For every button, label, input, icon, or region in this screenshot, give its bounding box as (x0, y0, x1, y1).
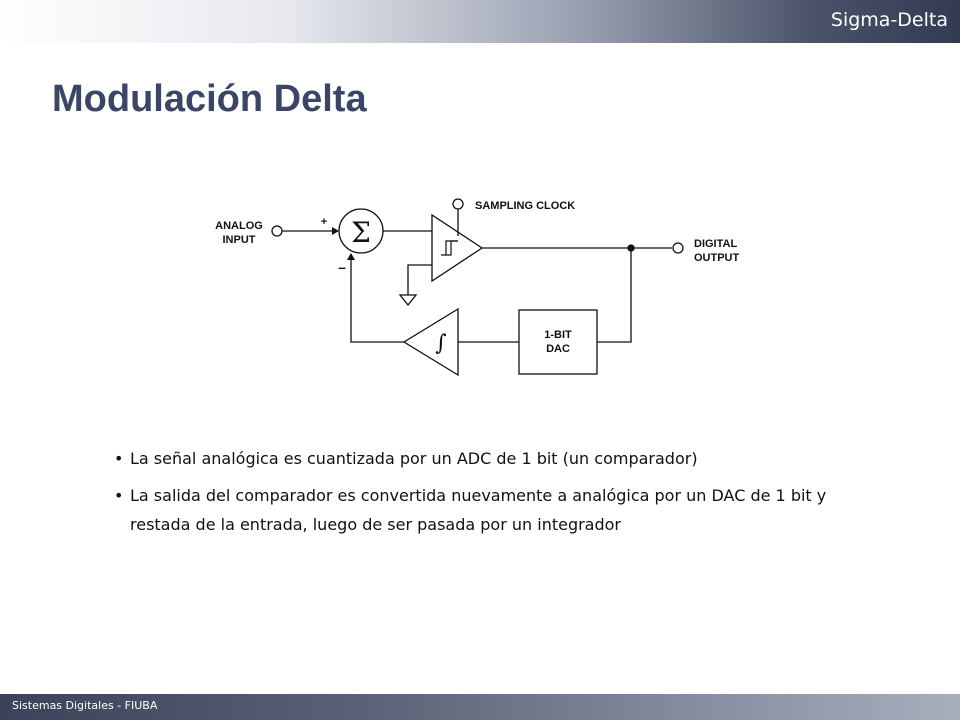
slide-title: Modulación Delta (52, 78, 367, 120)
ground-wire (408, 265, 432, 295)
sampling-clock-label: SAMPLING CLOCK (475, 200, 576, 212)
output-terminal (673, 243, 683, 253)
feedback-wire-right (597, 248, 631, 342)
digital-output-label-line2: OUTPUT (694, 252, 740, 264)
dac-label-line2: DAC (546, 343, 570, 355)
ground-symbol (400, 295, 416, 305)
header-bar (0, 0, 960, 43)
integrator-icon: ∫ (435, 331, 447, 356)
dac-box (519, 310, 597, 374)
bullet-text: La salida del comparador es convertida nuevamente a analógica por un DAC de 1 bit y restada de la entrada, luego de ser pasada por un integrador (130, 486, 827, 534)
feedback-wire-left (351, 260, 404, 342)
footer-bar (0, 694, 960, 720)
analog-input-label-line2: INPUT (222, 234, 256, 246)
analog-input-terminal (272, 226, 282, 236)
footer-text: Sistemas Digitales - FIUBA (12, 699, 158, 712)
integrator-triangle (404, 309, 458, 375)
bullet-list (114, 444, 874, 547)
plus-sign: + (320, 216, 328, 228)
bullet-item (114, 444, 874, 473)
dac-label-line1: 1-BIT (544, 329, 572, 341)
analog-input-label-line1: ANALOG (215, 220, 263, 232)
delta-modulator-diagram (200, 185, 760, 385)
sigma-icon: Σ (351, 216, 371, 249)
bullet-icon: • (114, 486, 124, 505)
sampling-clock-terminal (453, 199, 463, 209)
bullet-icon: • (114, 449, 124, 468)
bullet-text: La señal analógica es cuantizada por un ADC de 1 bit (un comparador) (130, 449, 698, 468)
minus-sign: – (338, 259, 346, 275)
section-title: Sigma-Delta (830, 9, 948, 31)
bullet-item (114, 481, 874, 539)
digital-output-label-line1: DIGITAL (694, 238, 738, 250)
comparator-triangle (432, 215, 482, 281)
